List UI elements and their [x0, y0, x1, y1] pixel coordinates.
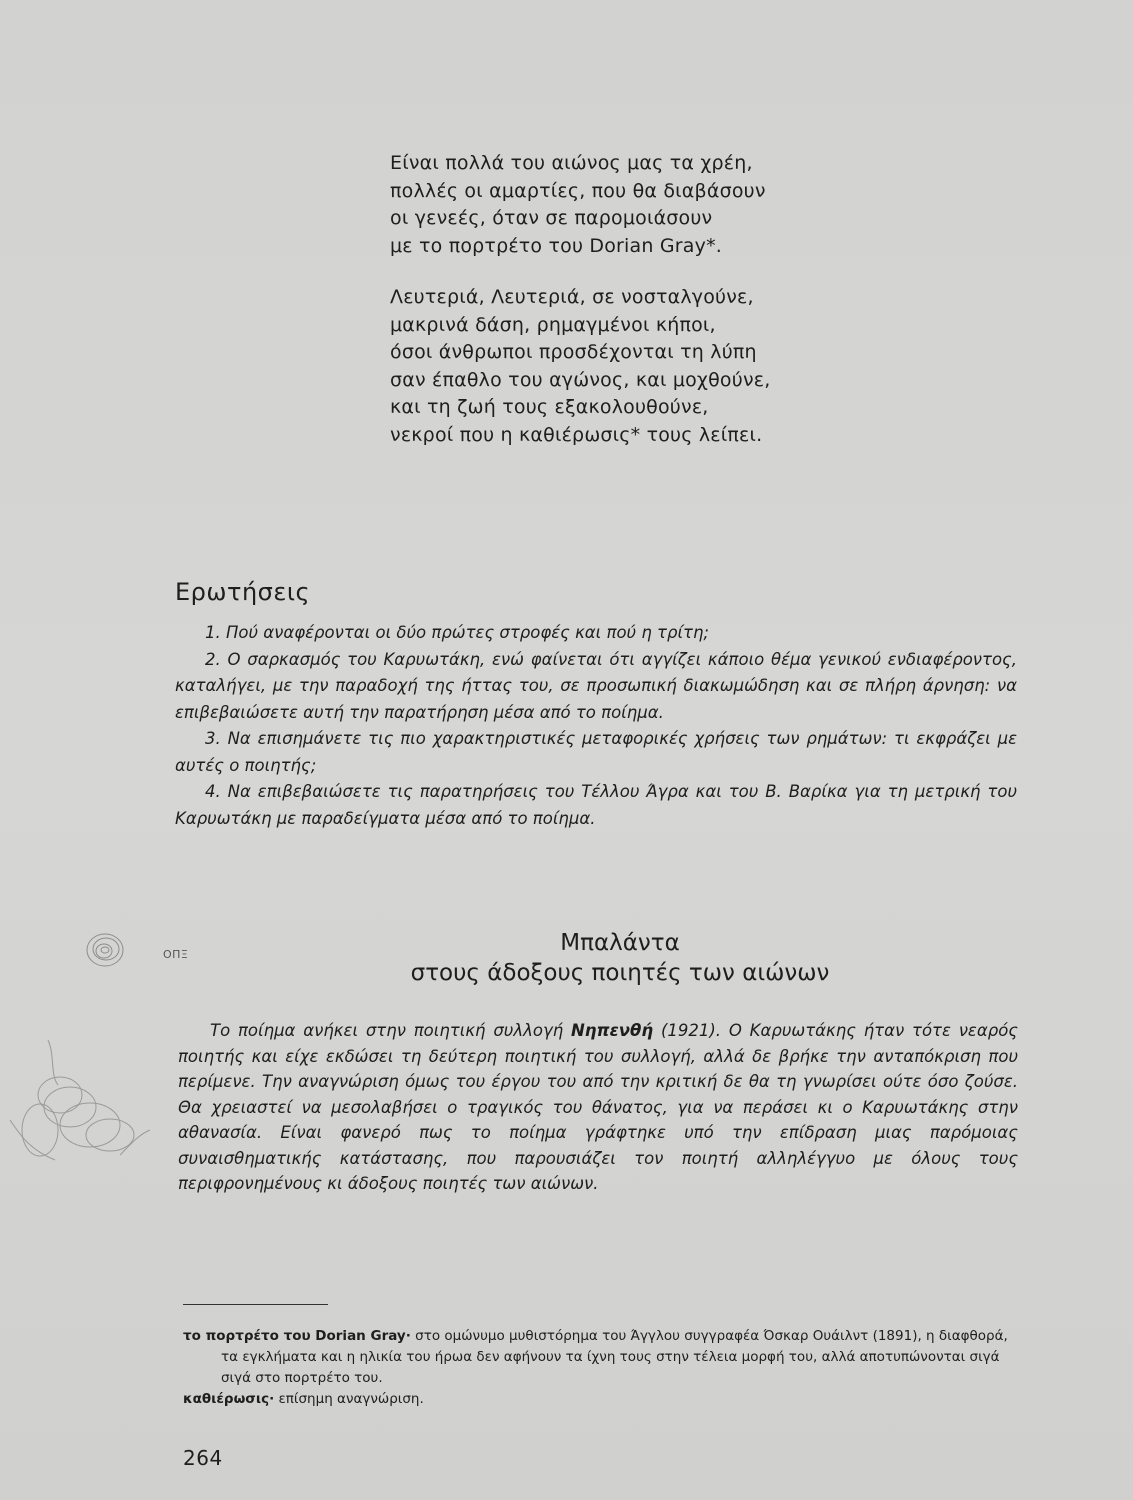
- footnote-text: επίσημη αναγνώριση.: [274, 1391, 424, 1407]
- poem-line: οι γενεές, όταν σε παρομοιάσουν: [390, 207, 713, 229]
- footnote-item: [183, 1326, 1023, 1389]
- ballad-intro-paragraph: [178, 1018, 1018, 1197]
- footnote-term: καθιέρωσις·: [183, 1391, 275, 1407]
- poem-line: πολλές οι αμαρτίες, που θα διαβάσουν: [390, 179, 766, 202]
- poem-stanza-1: [390, 150, 1010, 260]
- ballad-subtitle: στους άδοξους ποιητές των αιώνων: [410, 960, 830, 986]
- poem-line: και τη ζωή τους εξακολουθούνε,: [390, 396, 709, 418]
- footnote-divider: [183, 1304, 328, 1305]
- poem-line: όσοι άνθρωποι προσδέχονται τη λύπη: [390, 341, 757, 363]
- ballad-title-block: [320, 928, 920, 988]
- poem-line: Λευτεριά, Λευτεριά, σε νοσταλγούνε,: [390, 286, 754, 308]
- poem-line: Είναι πολλά του αιώνος μας τα χρέη,: [390, 152, 753, 174]
- collection-title: Νηπενθή: [571, 1021, 654, 1040]
- question-item: 4. Να επιβεβαιώσετε τις παρατηρήσεις του Τέλλου Άγρα και του Β. Βαρίκα για τη μετρική του Καρυωτάκη με παραδείγματα μέσα από το ποίημα.: [175, 782, 1017, 828]
- margin-handwritten-note: ΟΠΞ: [163, 948, 189, 961]
- poem-excerpt: [390, 150, 1010, 473]
- page-number: 264: [183, 1446, 223, 1470]
- footnote-text: στο ομώνυμο μυθιστόρημα του Άγγλου συγγραφέα Όσκαρ Ουάιλντ (1891), η διαφθορά, τα εγκλήματα και η ηλικία του ήρωα δεν αφήνουν τα ίχνη τους στην τέλεια μορφή του, αλλά αποτυπώνονται σιγά σιγά στο πορτρέτο του.: [221, 1328, 1008, 1386]
- question-item: 1. Πού αναφέρονται οι δύο πρώτες στροφές και πού η τρίτη;: [205, 623, 709, 642]
- poem-line: σαν έπαθλο του αγώνος, και μοχθούνε,: [390, 368, 771, 391]
- footnotes: [183, 1326, 1023, 1410]
- footnote-term: το πορτρέτο του Dorian Gray·: [183, 1328, 411, 1344]
- poem-line: μακρινά δάση, ρημαγμένοι κήποι,: [390, 313, 716, 336]
- question-item: 3. Να επισημάνετε τις πιο χαρακτηριστικές μεταφορικές χρήσεις των ρημάτων: τι εκφράζει με αυτές ο ποιητής;: [175, 729, 1017, 775]
- pencil-scribble-doodle-icon: [0, 1035, 160, 1175]
- footnote-item: [183, 1389, 1023, 1410]
- pencil-spiral-doodle-icon: [80, 925, 130, 975]
- poem-line: με το πορτρέτο του Dorian Gray*.: [390, 234, 723, 257]
- intro-text-rest: (1921). Ο Καρυωτάκης ήταν τότε νεαρός ποιητής και είχε εκδώσει τη δεύτερη ποιητική του συλλογή, αλλά δε βρήκε την ανταπόκριση που περίμενε. Την αναγνώριση όμως του έργου του από την κριτική δε θα τη γνωρίσει ούτε όσο ζούσε. Θα χρειαστεί να μεσολαβήσει ο τραγικός του θάνατος, για να περάσει κι ο Καρυωτάκης στην αθανασία. Είναι φανερό πως το ποίημα γράφτηκε υπό την επίδραση μιας παρόμοιας συναισθηματικής κατάστασης, που παρουσιάζει τον ποιητή αλληλέγγυο με όλους τους περιφρονημένους κι άδοξους ποιητές των αιώνων.: [178, 1021, 1018, 1193]
- intro-text-start: Το ποίημα ανήκει στην ποιητική συλλογή: [210, 1021, 571, 1040]
- question-item: 2. Ο σαρκασμός του Καρυωτάκη, ενώ φαίνεται ότι αγγίζει κάποιο θέμα γενικού ενδιαφέροντος, καταλήγει, με την παραδοχή της ήττας του, σε προσωπική διακωμώδηση και σε πλήρη άρνηση: να επιβεβαιώσετε αυτή την παρατήρηση μέσα από το ποίημα.: [175, 649, 1017, 722]
- poem-stanza-2: [390, 284, 1010, 449]
- questions-heading: Ερωτήσεις: [175, 578, 311, 606]
- ballad-title: Μπαλάντα: [560, 930, 680, 956]
- questions-list: [175, 620, 1017, 832]
- poem-line: νεκροί που η καθιέρωσις* τους λείπει.: [390, 423, 763, 446]
